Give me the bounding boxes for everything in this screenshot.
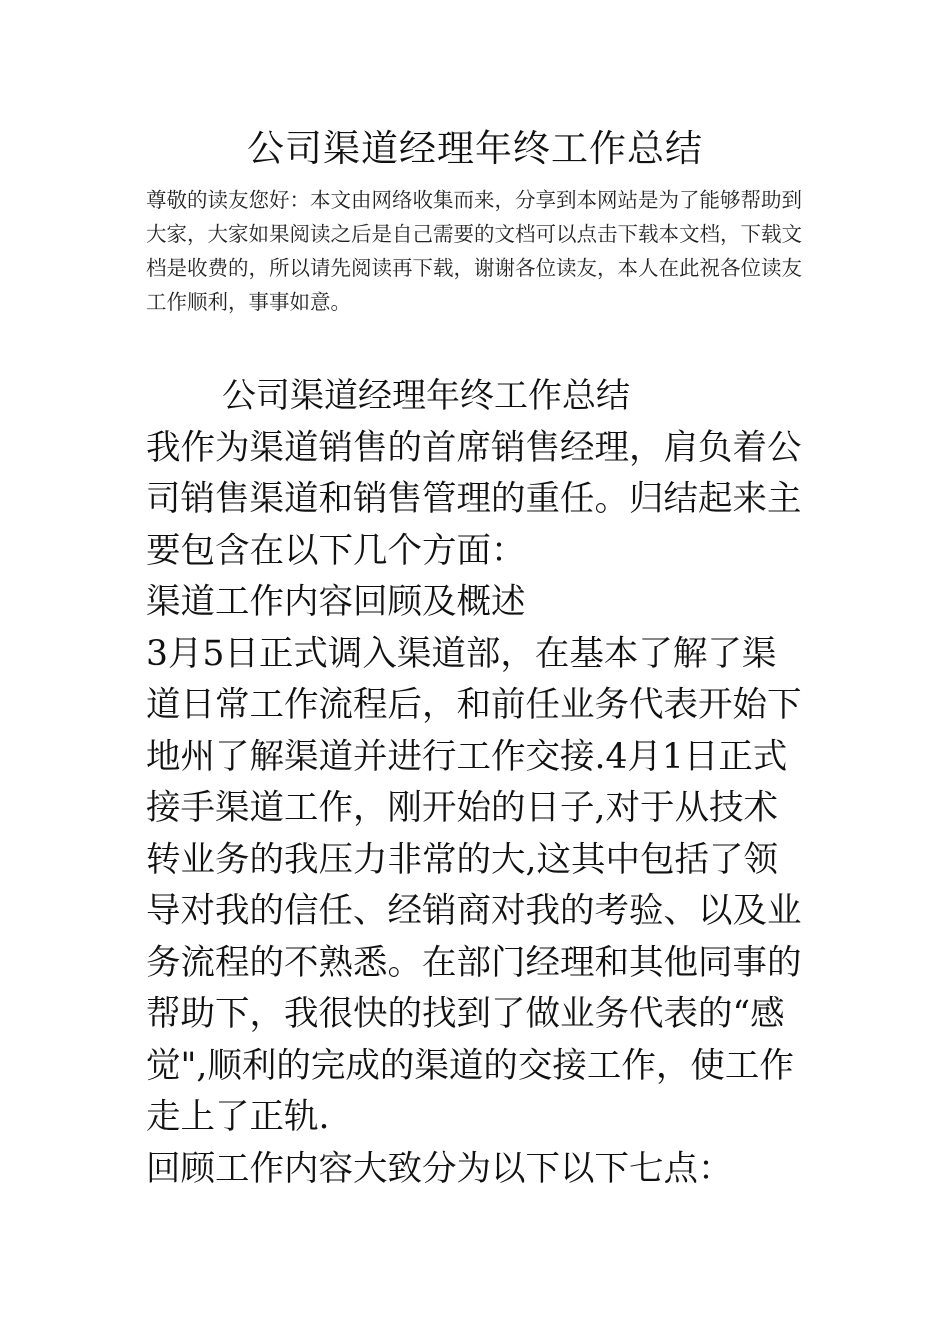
reader-notice: 尊敬的读友您好：本文由网络收集而来，分享到本网站是为了能够帮助到大家，大家如果阅读之后是自己需要的文档可以点击下载本文档，下载文档是收费的，所以请先阅读再下载，谢谢各位读友，本人在此祝各位读友工作顺利，事事如意。 [146, 188, 802, 314]
section-heading: 渠道工作内容回顾及概述 [146, 582, 526, 622]
review-paragraph: 3月5日正式调入渠道部，在基本了解了渠道日常工作流程后，和前任业务代表开始下地州了解渠道并进行工作交接.4月1日正式接手渠道工作，刚开始的日子,对于从技术转业务的我压力非常的大,这其中包括了领导对我的信任、经销商对我的考验、以及业务流程的不熟悉。在部门经理和其他同事的帮助下，我很快的找到了做业务代表的“感觉",顺利的完成的渠道的交接工作，使工作走上了正轨. [146, 633, 802, 1137]
document-body [146, 371, 810, 1195]
intro-paragraph: 我作为渠道销售的首席销售经理，肩负着公司销售渠道和销售管理的重任。归结起来主要包含在以下几个方面： [146, 427, 802, 571]
summary-line: 回顾工作内容大致分为以下以下七点： [146, 1148, 733, 1189]
document-subtitle: 公司渠道经理年终工作总结 [222, 376, 630, 416]
document-title: 公司渠道经理年终工作总结 [247, 127, 703, 170]
